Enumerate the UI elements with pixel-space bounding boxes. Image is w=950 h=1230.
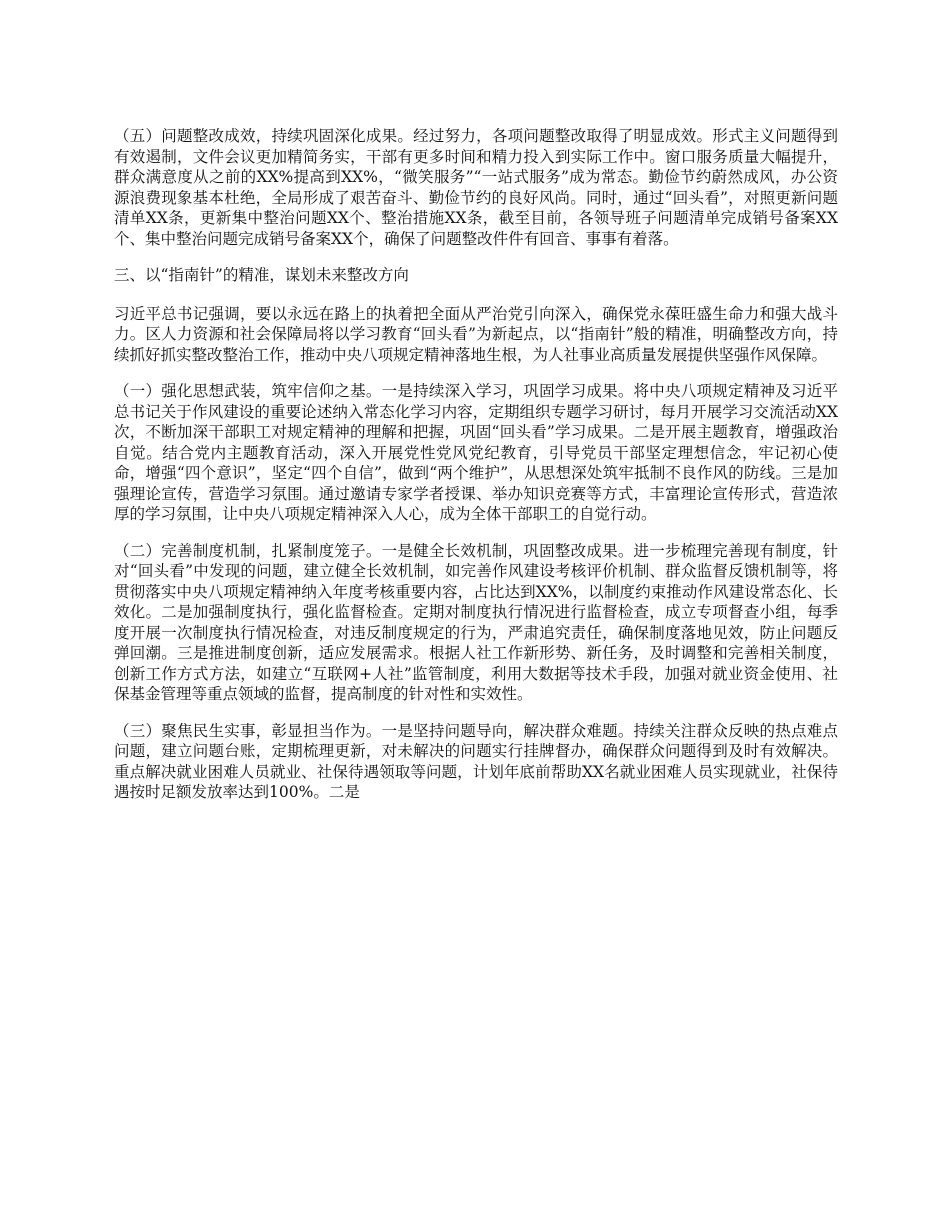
paragraph-system: （二）完善制度机制，扎紧制度笼子。一是健全长效机制，巩固整改成果。进一步梳理完善现有制度，针对“回头看”中发现的问题，建立健全长效机制，如完善作风建设考核评价机制、群众监督反馈机制等，将贯彻落实中央八项规定精神纳入年度考核重要内容，占比达到XX%，以制度约束推动作风建设常态化、长效化。二是加强制度执行，强化监督检查。定期对制度执行情况进行监督检查，成立专项督查小组，每季度开展一次制度执行情况检查，对违反制度规定的行为，严肃追究责任，确保制度落地见效，防止问题反弹回潮。三是推进制度创新，适应发展需求。根据人社工作新形势、新任务，及时调整和完善相关制度，创新工作方式方法，如建立“互联网+人社”监管制度，利用大数据等技术手段，加强对就业资金使用、社保基金管理等重点领域的监督，提高制度的针对性和实效性。 [114,541,838,703]
paragraph-thought: （一）强化思想武装，筑牢信仰之基。一是持续深入学习，巩固学习成果。将中央八项规定精神及习近平总书记关于作风建设的重要论述纳入常态化学习内容，定期组织专题学习研讨，每月开展学习交流活动XX次，不断加深干部职工对规定精神的理解和把握，巩固“回头看”学习成果。二是开展主题教育，增强政治自觉。结合党内主题教育活动，深入开展党性党风党纪教育，引导党员干部坚定理想信念，牢记初心使命，增强“四个意识”，坚定“四个自信”，做到“两个维护”，从思想深处筑牢抵制不良作风的防线。三是加强理论宣传，营造学习氛围。通过邀请专家学者授课、举办知识竞赛等方式，丰富理论宣传形式，营造浓厚的学习氛围，让中央八项规定精神深入人心，成为全体干部职工的自觉行动。 [114,382,838,523]
document-body [114,126,838,819]
paragraph-results: （五）问题整改成效，持续巩固深化成果。经过努力，各项问题整改取得了明显成效。形式主义问题得到有效遏制，文件会议更加精简务实，干部有更多时间和精力投入到实际工作中。窗口服务质量大幅提升，群众满意度从之前的XX%提高到XX%，“微笑服务”“一站式服务”成为常态。勤俭节约蔚然成风，办公资源浪费现象基本杜绝，全局形成了艰苦奋斗、勤俭节约的良好风尚。同时，通过“回头看”，对照更新问题清单XX条，更新集中整治问题XX个、整治措施XX条，截至目前，各领导班子问题清单完成销号备案XX个、集中整治问题完成销号备案XX个，确保了问题整改件件有回音、事事有着落。 [114,127,838,248]
paragraph-intro: 习近平总书记强调，要以永远在路上的执着把全面从严治党引向深入，确保党永葆旺盛生命力和强大战斗力。区人力资源和社会保障局将以学习教育“回头看”为新起点，以“指南针”般的精准，明确整改方向，持续抓好抓实整改整治工作，推动中央八项规定精神落地生根，为人社事业高质量发展提供坚强作风保障。 [114,304,838,364]
section-heading: 三、以“指南针”的精准，谋划未来整改方向 [114,266,409,284]
paragraph-livelihood: （三）聚焦民生实事，彰显担当作为。一是坚持问题导向，解决群众难题。持续关注群众反映的热点难点问题，建立问题台账，定期梳理更新，对未解决的问题实行挂牌督办，确保群众问题得到及时有效解决。重点解决就业困难人员就业、社保待遇领取等问题，计划年底前帮助XX名就业困难人员实现就业，社保待遇按时足额发放率达到100%。二是 [114,721,838,801]
